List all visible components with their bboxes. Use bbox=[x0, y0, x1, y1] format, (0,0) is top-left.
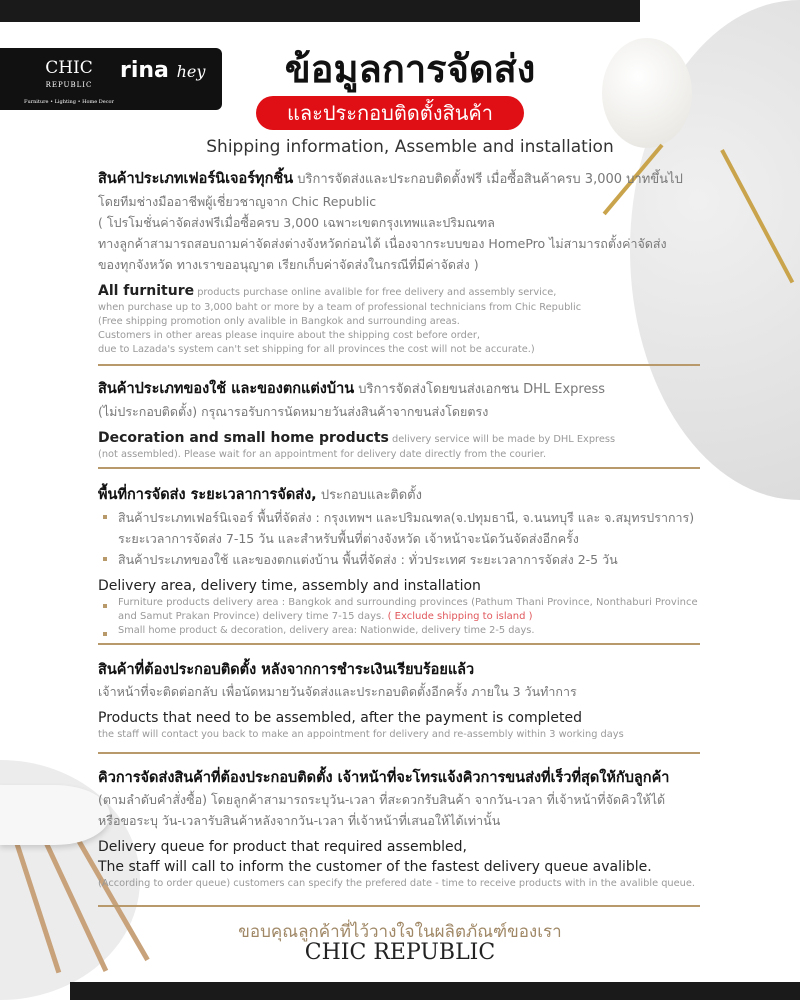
brand-logo: CHIC REPUBLIC Furniture • Lighting • Home Decor rina hey bbox=[0, 48, 222, 110]
stool-seat bbox=[0, 785, 110, 845]
divider bbox=[98, 467, 700, 469]
bottom-bar bbox=[70, 982, 800, 1000]
page-title: ข้อมูลการจัดส่ง bbox=[284, 47, 536, 91]
divider bbox=[98, 364, 700, 366]
section-decoration: สินค้าประเภทของใช้ และของตกแต่งบ้าน บริการจัดส่งโดยขนส่งเอกชน DHL Express (ไม่ประกอบติดตั้ง) กรุณารอรับการนัดหมายวันส่งสินค้าจากขนส่งโดยตรง Decoration and small home products delivery service will be made by DHL Express (not assembled). Please wait for an appointment for delivery date directly from the courier. bbox=[98, 381, 616, 460]
section-delivery-area: พื้นที่การจัดส่ง ระยะเวลาการจัดส่ง, ประกอบและติดตั้ง สินค้าประเภทเฟอร์นิเจอร์ พื้นที่จัดส่ง : กรุงเทพฯ และปริมณฑล(จ.ปทุมธานี, จ.นนทบุรี และ จ.สมุทรปราการ) ระยะเวลาการจัดส่ง 7-15 วัน และสำหรับพื้นที่ต่างจังหวัด เจ้าหน้าจะนัดวันจัดส่งอีกครั้ง สินค้าประเภทของใช้ และของตกแต่งบ้าน พื้นที่จัดส่ง : ทั่วประเทศ ระยะเวลาการจัดส่ง 2-5 วัน Delivery area, delivery time, assembly and installation Furniture products delivery area : Bangkok and surrounding provinces (Pathum Thani Province, Nonthaburi Province and Samut Prakan Province) delivery time 7-15 days. ( Exclude shipping to island ) Small home product & decoration, delivery area: Nationwide, delivery time 2-5 days. bbox=[98, 484, 708, 638]
section-furniture: สินค้าประเภทเฟอร์นิเจอร์ทุกชิ้น บริการจัดส่งและประกอบติดตั้งฟรี เมื่อซื้อสินค้าครบ 3,000 บาทขึ้นไป โดยทีมช่างมืออาชีพผู้เชี่ยวชาญจาก Chic Republic ( โปรโมชั่นค่าจัดส่งฟรีเมื่อซื้อครบ 3,000 เฉพาะเขตกรุงเทพและปริมณฑล ทางลูกค้าสามารถสอบถามค่าจัดส่งต่างจังหวัดก่อนได้ เนื่องจากระบบของ HomePro ไม่สามารถตั้งค่าจัดส่ง ของทุกจังหวัด ทางเราขออนุญาต เรียกเก็บค่าจัดส่งในกรณีที่มีค่าจัดส่ง ) All furniture products purchase online avalible for free delivery and assembly service, when purchase up to 3,000 baht or more by a team of professional technicians from Chic Republic (Free shipping promotion only avalible in Bangkok and surrounding areas. Customers in other areas please inquire about the shipping cost before order, due to Lazada's system can't set shipping for all provinces the cost will not be accurate.) bbox=[98, 171, 683, 355]
top-bar bbox=[0, 0, 640, 22]
divider bbox=[98, 905, 700, 907]
section-assembly: สินค้าที่ต้องประกอบติดตั้ง หลังจากการชำระเงินเรียบร้อยแล้ว เจ้าหน้าที่จะติดต่อกลับ เพื่อนัดหมายวันจัดส่งและประกอบติดตั้งอีกครั้ง ภายใน 3 วันทำการ Products that need to be assembled, after the payment is completed the staff will contact you back to make an appointment for delivery and re-assembly within 3 working days bbox=[98, 662, 624, 740]
section-queue: คิวการจัดส่งสินค้าที่ต้องประกอบติดตั้ง เจ้าหน้าที่จะโทรแจ้งคิวการขนส่งที่เร็วที่สุดให้กับลูกค้า (ตามลำดับคำสั่งซื้อ) โดยลูกค้าสามารถระบุวัน-เวลา ที่สะดวกรับสินค้า จากวัน-เวลา ที่เจ้าหน้าที่จัดคิวให้ได้ หรือขอระบุ วัน-เวลารับสินค้าหลังจากวัน-เวลา ที่เจ้าหน้าที่เสนอให้ได้เท่านั้น Delivery queue for product that required assembled, The staff will call to inform the customer of the fastest delivery queue avalible. (According to order queue) customers can specify the prefered date - time to receive products with in the avalible queue. bbox=[98, 770, 696, 889]
english-subtitle: Shipping information, Assemble and installation bbox=[206, 137, 614, 157]
divider bbox=[98, 643, 700, 645]
brand-name: CHIC REPUBLIC bbox=[304, 940, 496, 965]
divider bbox=[98, 752, 700, 754]
subtitle-pill: และประกอบติดตั้งสินค้า bbox=[256, 96, 524, 130]
thank-you-text: ขอบคุณลูกค้าที่ไว้วางใจในผลิตภัณฑ์ของเรา bbox=[238, 922, 562, 942]
